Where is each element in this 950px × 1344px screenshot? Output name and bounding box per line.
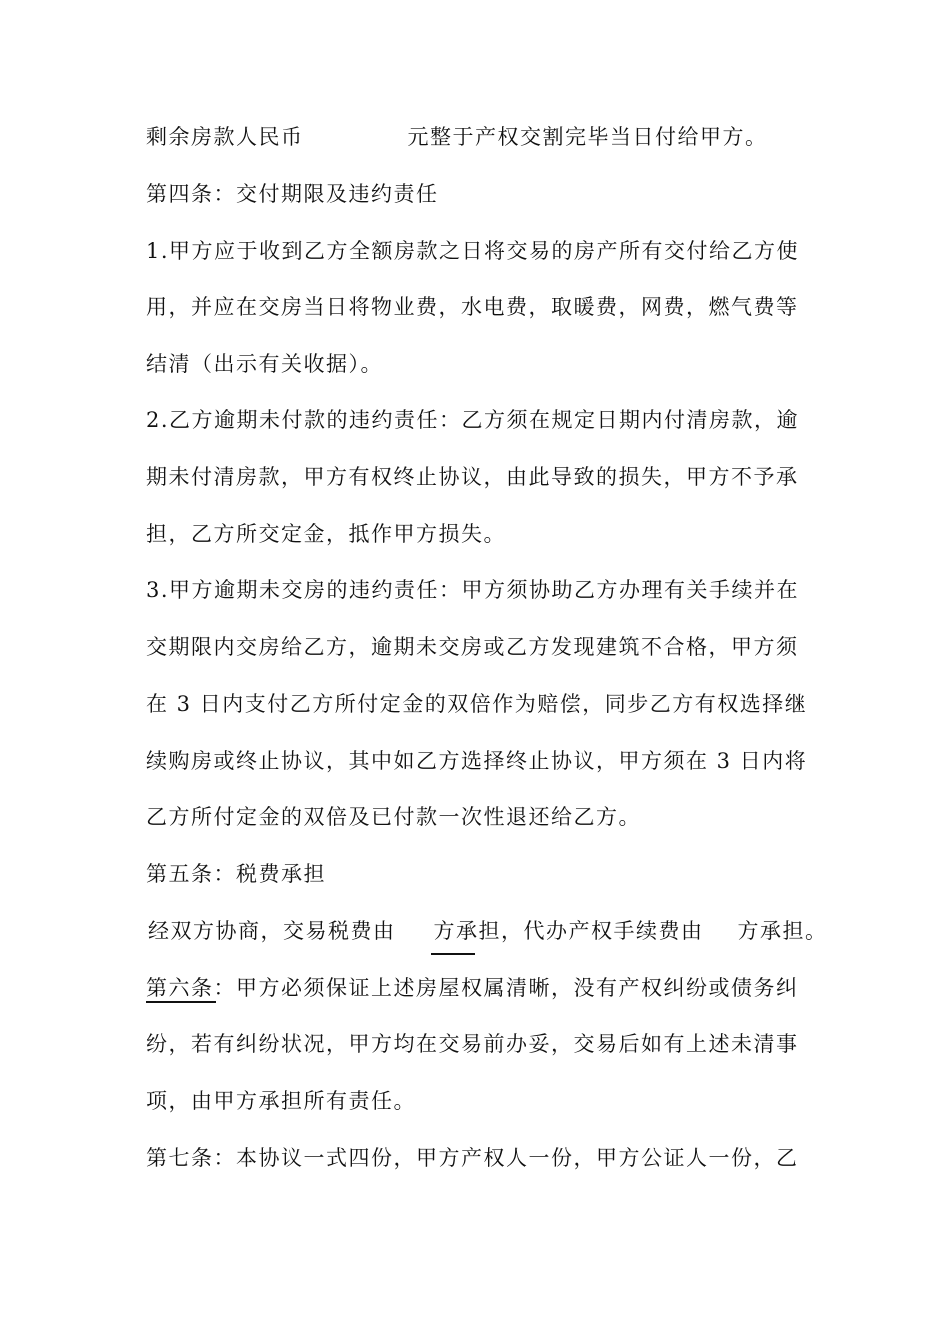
article-6-line-3: 项，由甲方承担所有责任。 bbox=[146, 1089, 416, 1113]
article-6-line-2: 纷，若有纠纷状况，甲方均在交易前办妥，交易后如有上述未清事 bbox=[146, 1032, 799, 1056]
article-4-clause-3-line-4: 续购房或终止协议，其中如乙方选择终止协议，甲方须在 3 日内将 bbox=[146, 749, 808, 773]
tax-party-underline bbox=[431, 953, 475, 955]
article-4-heading: 第四条：交付期限及违约责任 bbox=[146, 182, 439, 206]
tax-burden-middle: 方承担，代办产权手续费由 bbox=[433, 919, 704, 943]
article-4-clause-2-line-2: 期未付清房款，甲方有权终止协议，由此导致的损失，甲方不予承 bbox=[146, 465, 799, 489]
article-4-clause-1-line-1: 1.甲方应于收到乙方全额房款之日将交易的房产所有交付给乙方使 bbox=[146, 239, 800, 263]
article-4-clause-2-line-1: 2.乙方逾期未付款的违约责任：乙方须在规定日期内付清房款，逾 bbox=[146, 408, 800, 432]
article-5-heading: 第五条：税费承担 bbox=[146, 862, 326, 886]
article-6-line-1: 第六条：甲方必须保证上述房屋权属清晰，没有产权纠纷或债务纠 bbox=[146, 976, 799, 1000]
article-4-clause-3-line-2: 交期限内交房给乙方，逾期未交房或乙方发现建筑不合格，甲方须 bbox=[146, 635, 799, 659]
article-4-clause-1-line-3: 结清（出示有关收据）。 bbox=[146, 352, 383, 376]
tax-burden-tail: 方承担。 bbox=[737, 919, 828, 943]
tax-burden-line bbox=[148, 916, 828, 946]
article-4-clause-1-line-2: 用，并应在交房当日将物业费，水电费，取暖费，网费，燃气费等 bbox=[146, 295, 799, 319]
article-4-clause-3-line-1: 3.甲方逾期未交房的违约责任：甲方须协助乙方办理有关手续并在 bbox=[146, 578, 800, 602]
tax-burden-label: 经双方协商，交易税费由 bbox=[148, 919, 396, 943]
article-7-line-1: 第七条：本协议一式四份，甲方产权人一份，甲方公证人一份，乙 bbox=[146, 1146, 799, 1170]
remaining-payment-line bbox=[146, 122, 768, 152]
remaining-payment-label: 剩余房款人民币 bbox=[146, 125, 304, 149]
article-4-clause-3-line-3: 在 3 日内支付乙方所付定金的双倍作为赔偿，同步乙方有权选择继 bbox=[146, 692, 808, 716]
remaining-payment-tail: 元整于产权交割完毕当日付给甲方。 bbox=[407, 125, 768, 149]
article-6-label-underline bbox=[146, 1001, 216, 1003]
article-4-clause-2-line-3: 担，乙方所交定金，抵作甲方损失。 bbox=[146, 522, 506, 546]
article-4-clause-3-line-5: 乙方所付定金的双倍及已付款一次性退还给乙方。 bbox=[146, 805, 641, 829]
